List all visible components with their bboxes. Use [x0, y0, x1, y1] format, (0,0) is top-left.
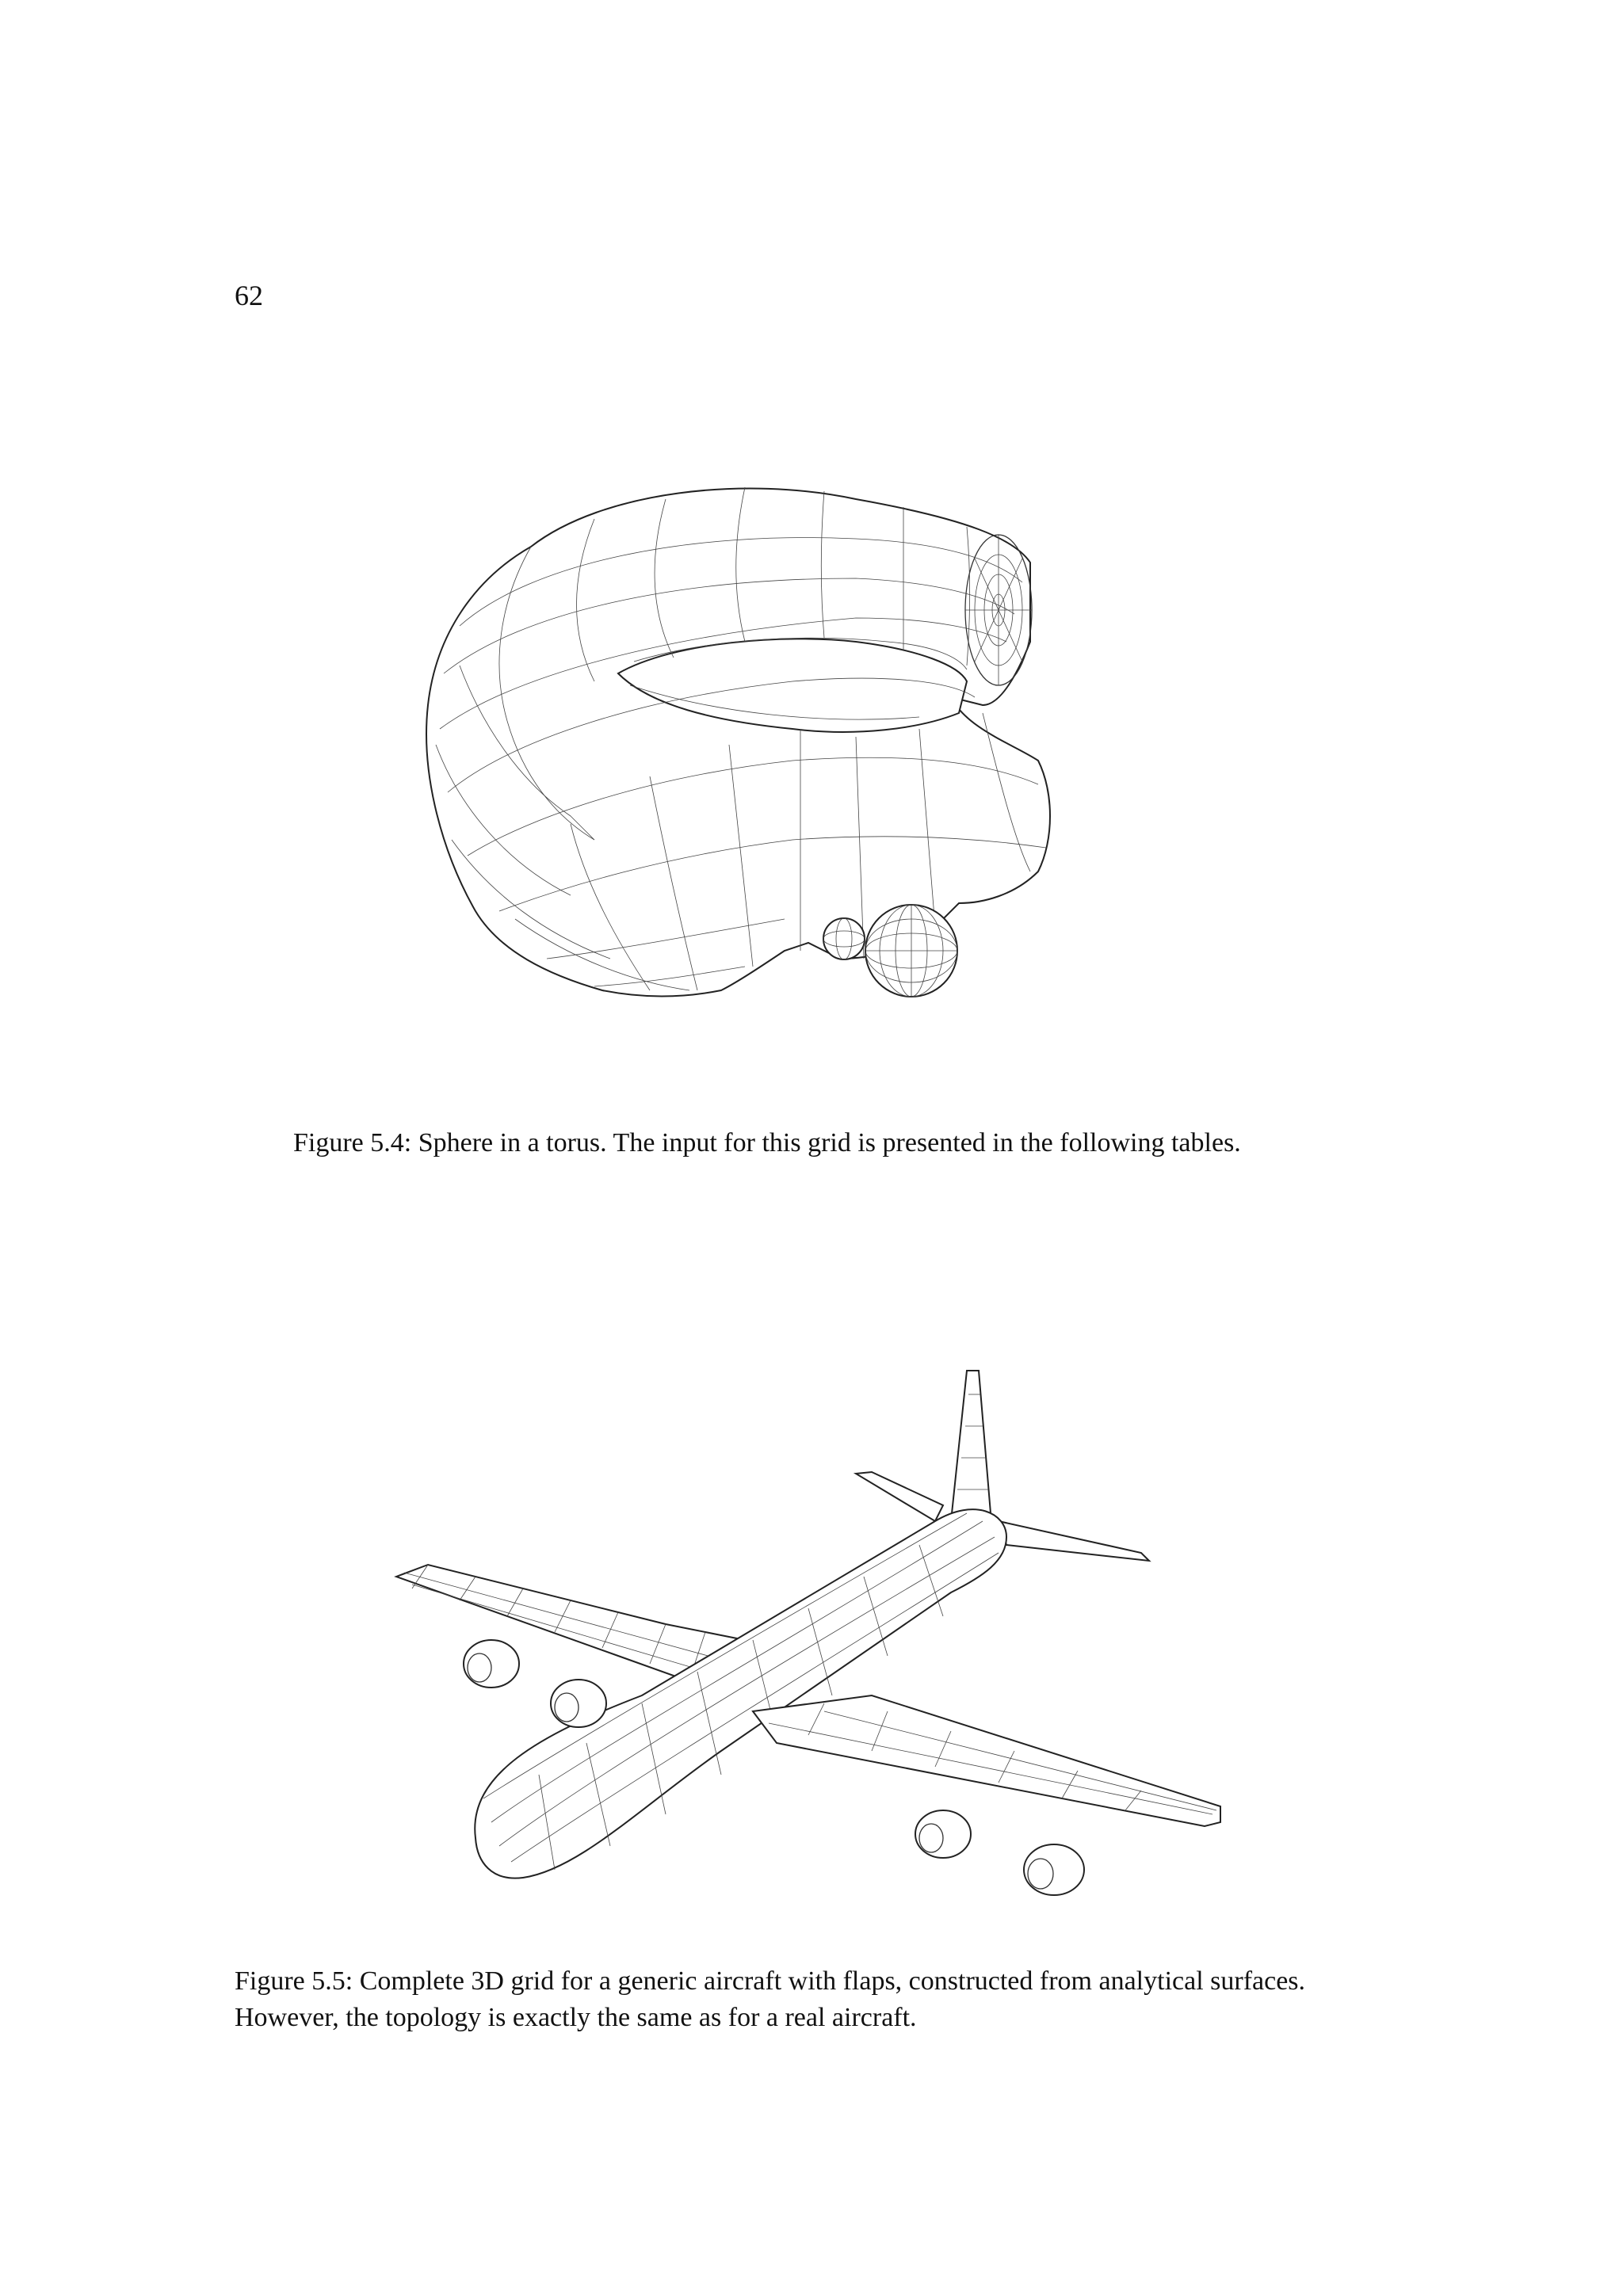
- figure-torus-sphere: [412, 444, 1220, 1077]
- engine-right-outer: [1024, 1844, 1084, 1895]
- figure-5-5-caption-line1: Figure 5.5: Complete 3D grid for a generic aircraft with flaps, constructed from analytical surfaces.: [235, 1966, 1306, 1996]
- figure-5-5-caption: [235, 1963, 1423, 2036]
- aircraft-right-wing: [753, 1695, 1220, 1826]
- aircraft-left-stabilizer: [856, 1472, 943, 1521]
- aircraft-illustration: [380, 1363, 1252, 1933]
- figure-5-4-caption: Figure 5.4: Sphere in a torus. The input for this grid is presented in the following tables.: [293, 1128, 1241, 1158]
- figure-aircraft: [380, 1363, 1252, 1933]
- torus-outer-outline: [426, 489, 1050, 997]
- aircraft-tail-fin: [951, 1371, 991, 1521]
- torus-sphere-illustration: [412, 444, 1220, 1077]
- aircraft-right-stabilizer: [999, 1521, 1149, 1561]
- page-number: 62: [235, 280, 263, 311]
- figure-5-5-caption-line2: However, the topology is exactly the same as for a real aircraft.: [235, 2003, 917, 2032]
- sphere-connector: [823, 918, 865, 959]
